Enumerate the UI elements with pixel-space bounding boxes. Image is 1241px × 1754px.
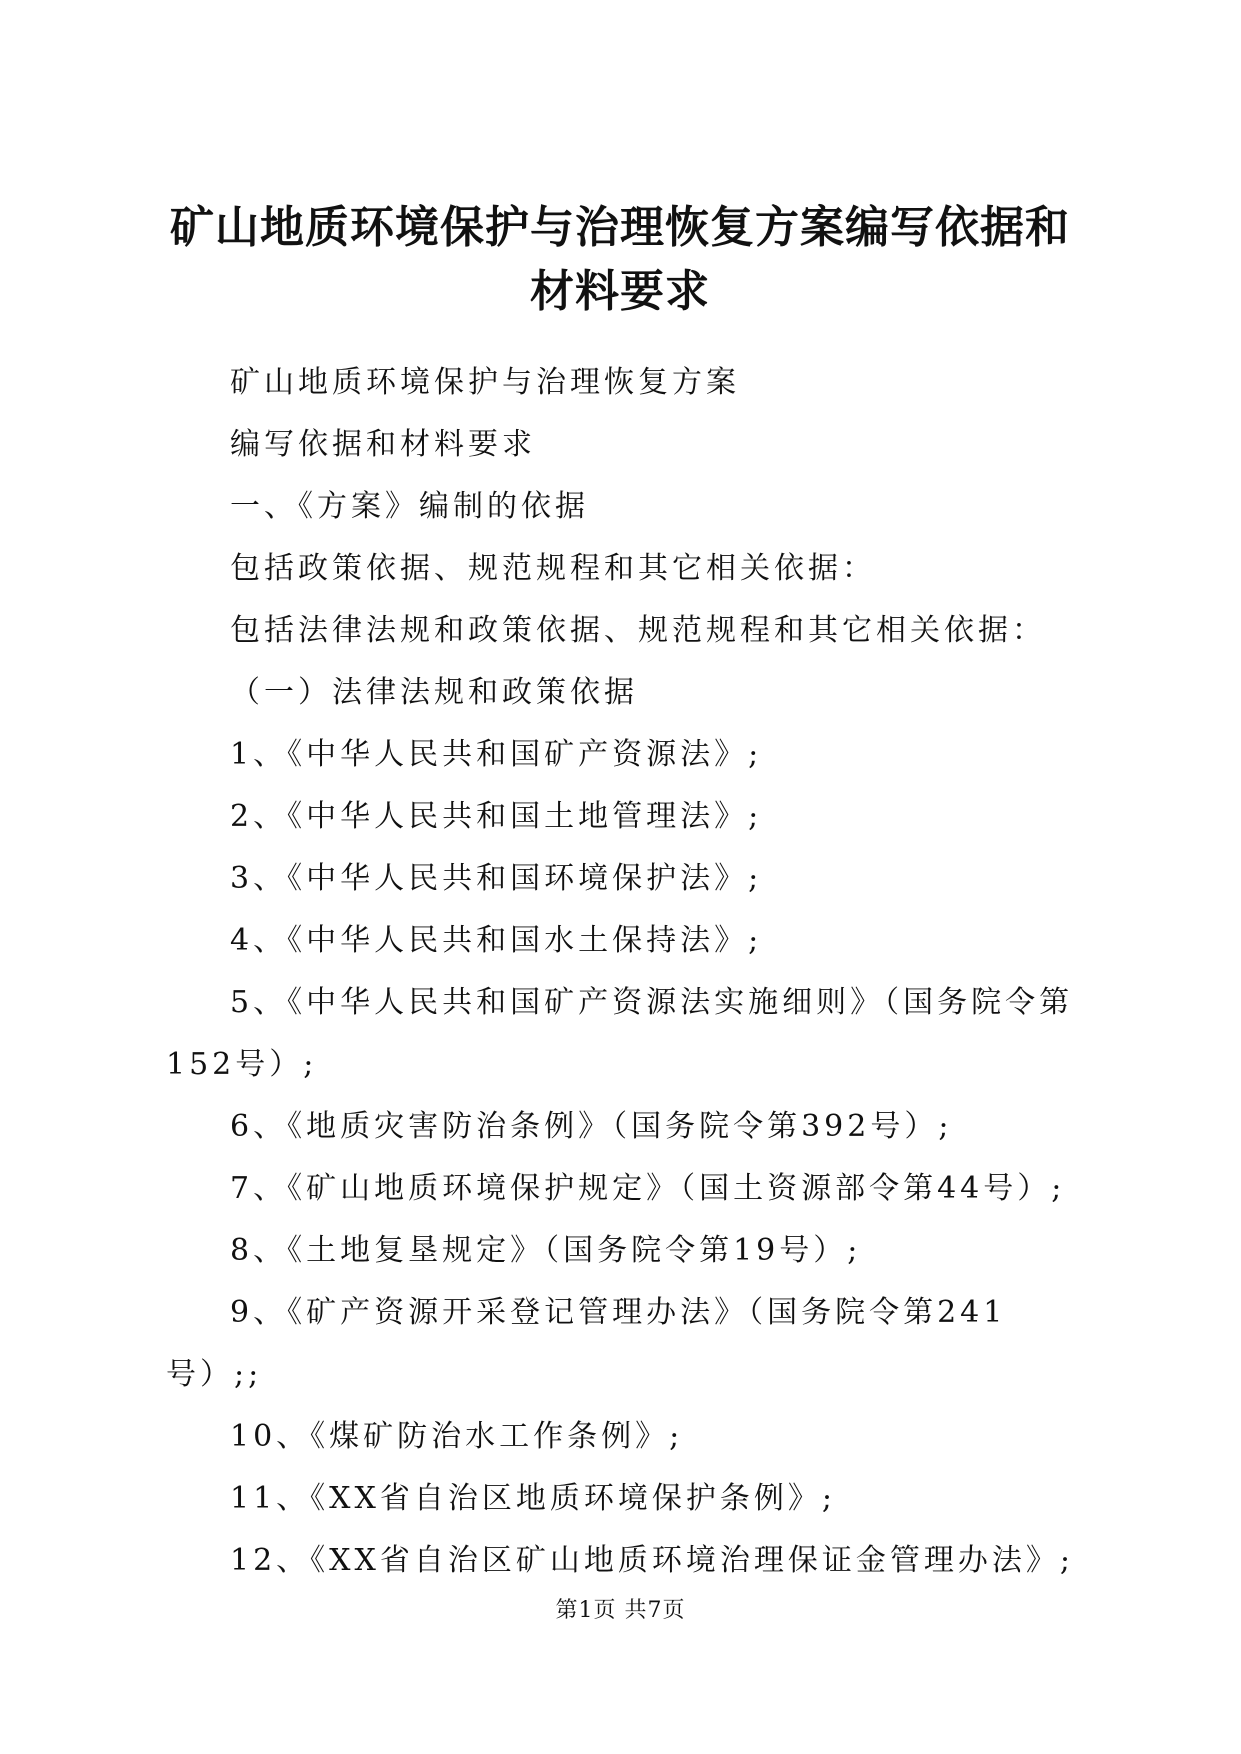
section-heading-basis: 一、《方案》编制的依据 (230, 489, 589, 524)
list-item-8: 8、《土地复垦规定》（国务院令第19号）; (230, 1233, 862, 1268)
list-item-6: 6、《地质灾害防治条例》（国务院令第392号）; (230, 1109, 953, 1144)
list-item-9: 9、《矿产资源开采登记管理办法》（国务院令第241号）;; (166, 1295, 1007, 1392)
list-item-4: 4、《中华人民共和国水土保持法》; (230, 923, 763, 958)
list-item-5: 5、《中华人民共和国矿产资源法实施细则》（国务院令第152号）; (166, 985, 1074, 1082)
title-line-2: 材料要求 (530, 266, 710, 317)
title-line-1: 矿山地质环境保护与治理恢复方案编写依据和 (170, 202, 1070, 253)
page-footer: 第1页 共7页 (555, 1598, 686, 1623)
paragraph-2: 编写依据和材料要求 (230, 427, 536, 462)
subsection-heading-laws: （一）法律法规和政策依据 (230, 675, 638, 710)
list-item-11: 11、《XX省自治区地质环境保护条例》; (230, 1481, 836, 1516)
paragraph-5: 包括法律法规和政策依据、规范规程和其它相关依据： (230, 613, 1046, 648)
paragraph-1: 矿山地质环境保护与治理恢复方案 (230, 365, 740, 400)
list-item-3: 3、《中华人民共和国环境保护法》; (230, 861, 763, 896)
list-item-2: 2、《中华人民共和国土地管理法》; (230, 799, 763, 834)
list-item-1: 1、《中华人民共和国矿产资源法》; (230, 737, 763, 772)
list-item-12: 12、《XX省自治区矿山地质环境治理保证金管理办法》; (230, 1543, 1074, 1578)
paragraph-4: 包括政策依据、规范规程和其它相关依据： (230, 551, 876, 586)
document-title (120, 196, 1120, 324)
list-item-10: 10、《煤矿防治水工作条例》; (230, 1419, 684, 1454)
list-item-7: 7、《矿山地质环境保护规定》（国土资源部令第44号）; (230, 1171, 1066, 1206)
document-body (166, 352, 1078, 1592)
